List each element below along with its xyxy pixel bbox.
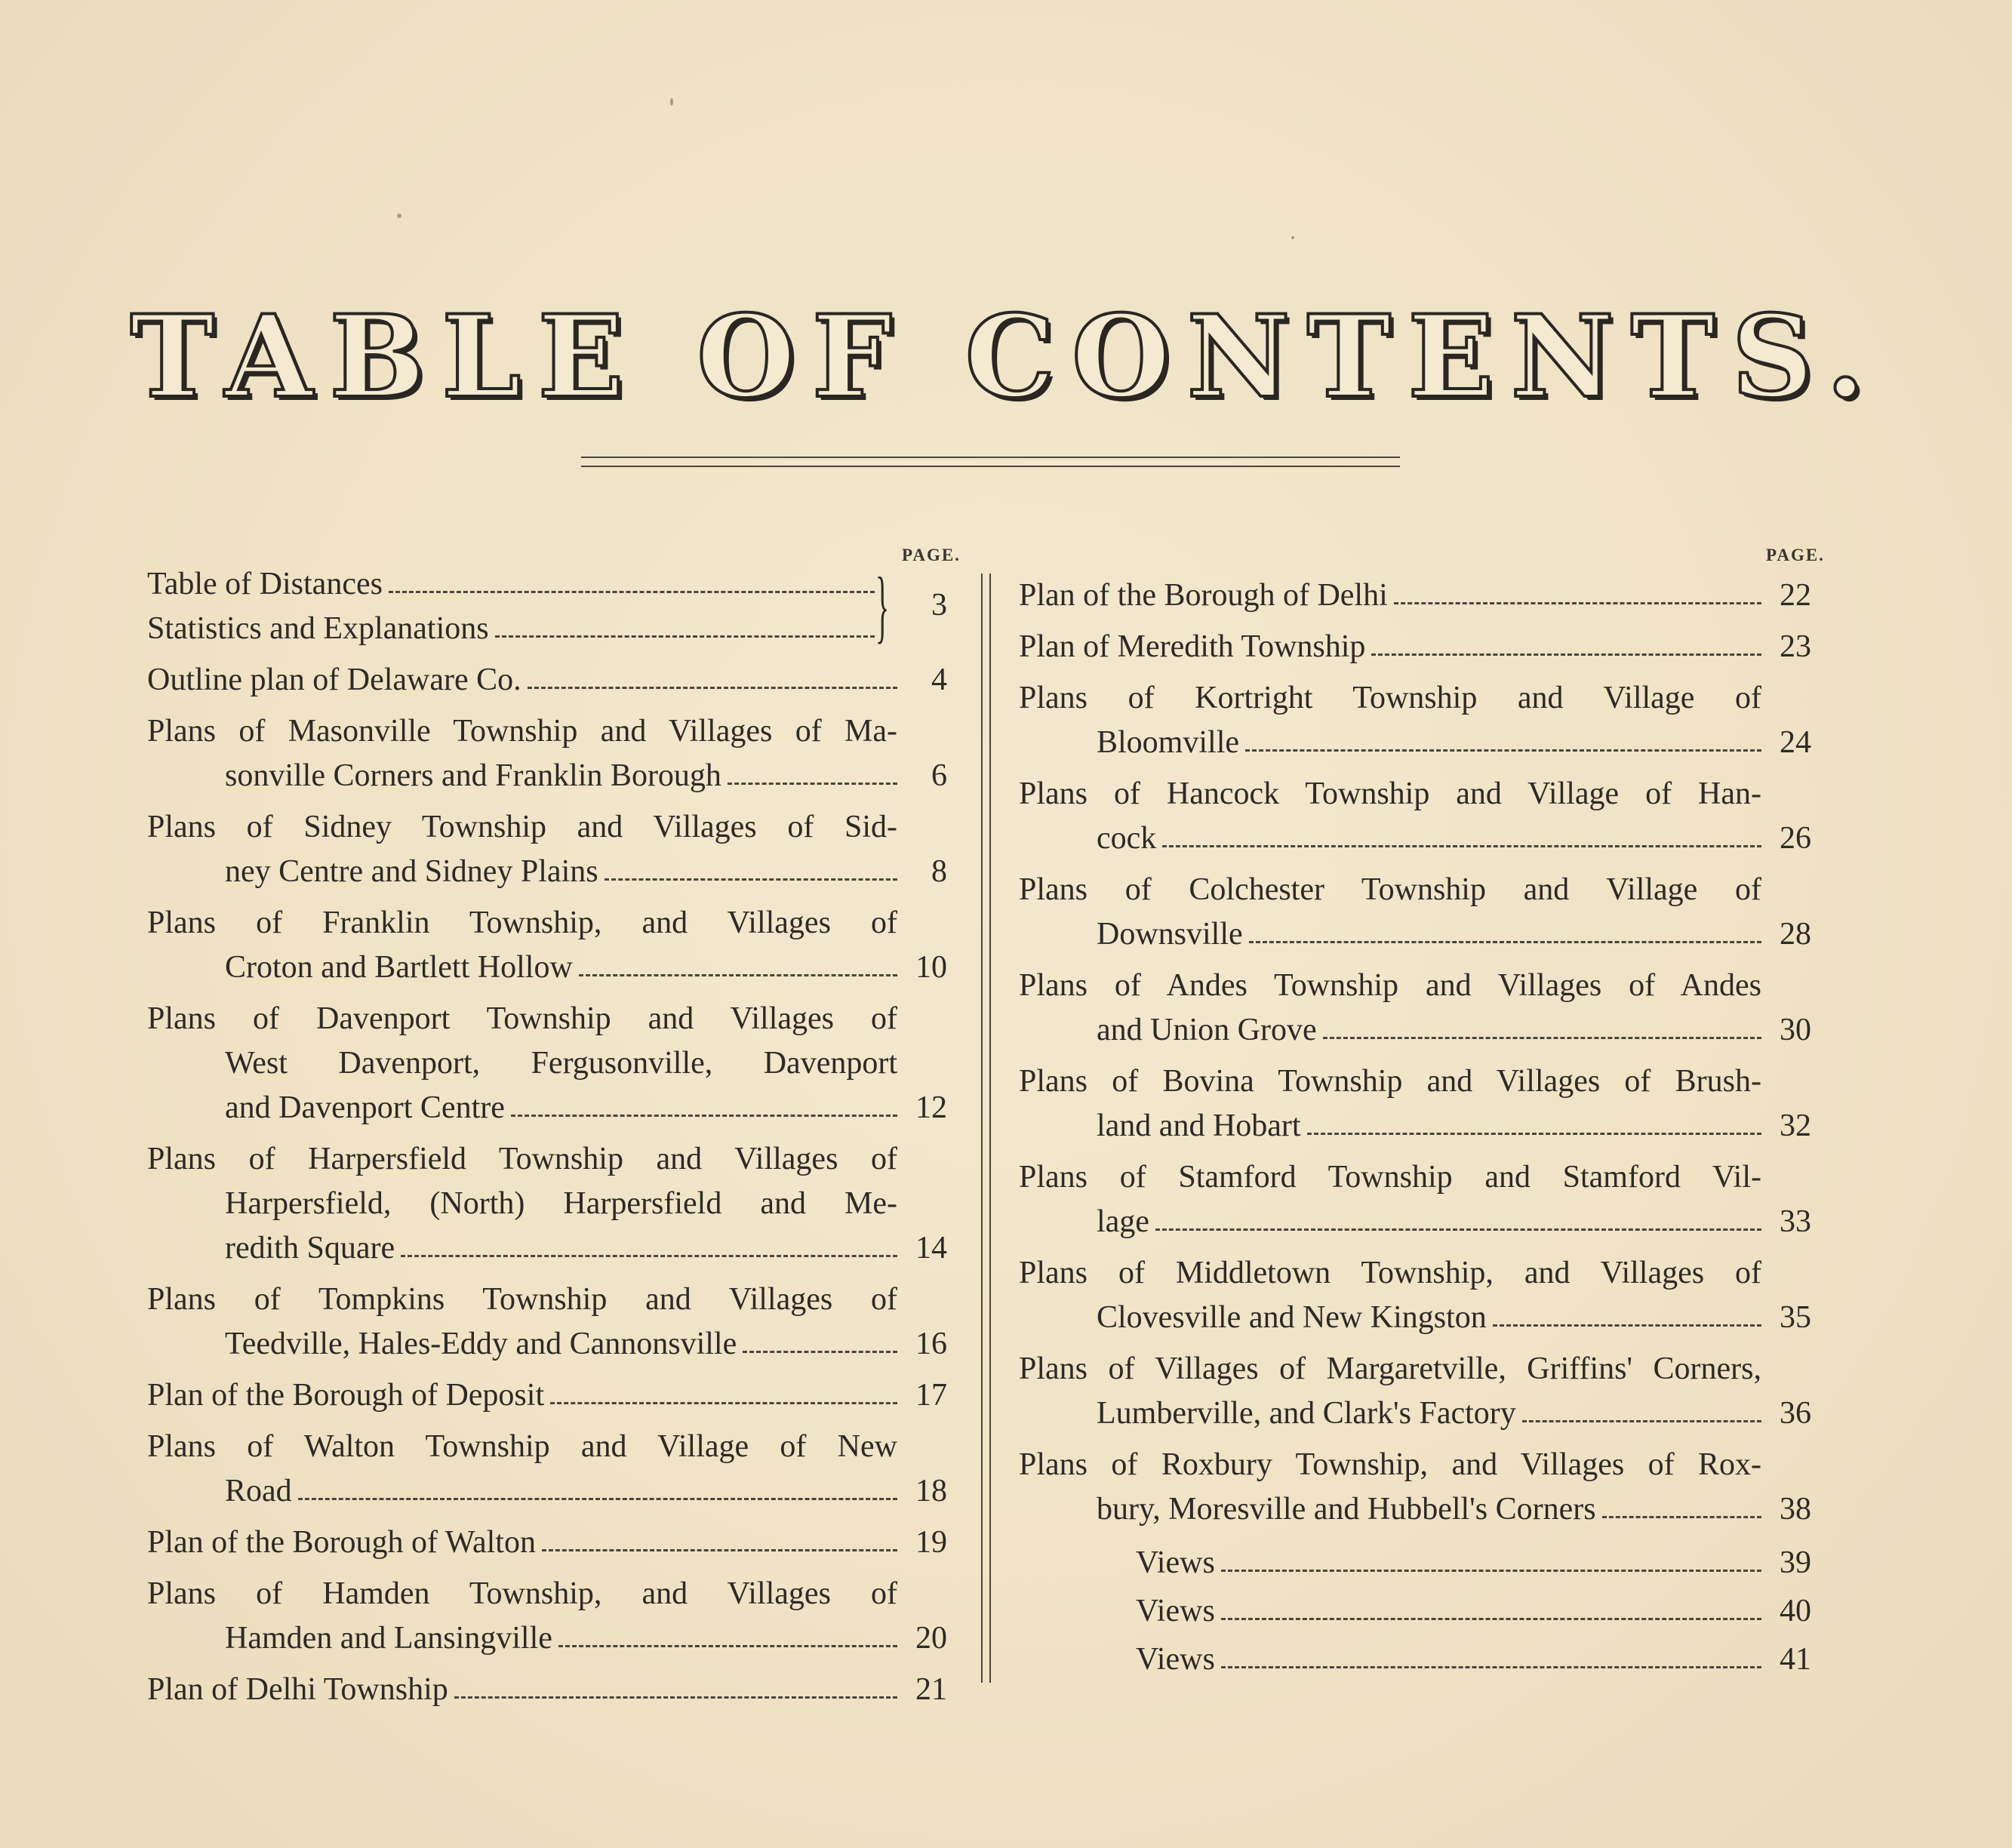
toc-entry-text: Plans of Roxbury Township, and Villages of Rox- <box>1019 1447 1761 1482</box>
toc-entry-text: Views <box>1136 1545 1215 1580</box>
dot-leader <box>1493 1324 1761 1327</box>
toc-entry-text: and Davenport Centre <box>225 1090 505 1125</box>
toc-entry-text: bury, Moresville and Hubbell's Corners <box>1097 1492 1596 1527</box>
toc-entry-text: land and Hobart <box>1097 1108 1301 1143</box>
toc-page-number: 8 <box>931 854 947 889</box>
toc-page-number: 24 <box>1780 725 1811 760</box>
toc-entry-text: Plans of Harpersfield Township and Villages of <box>147 1142 897 1176</box>
toc-entry-text: redith Square <box>225 1231 395 1265</box>
toc-entry-text: Plan of Delhi Township <box>147 1672 448 1707</box>
toc-entry-text: Plans of Hancock Township and Village of Han- <box>1019 776 1761 811</box>
toc-page-number: 33 <box>1780 1204 1811 1239</box>
toc-page-number: 30 <box>1780 1013 1811 1047</box>
left-page-header: PAGE. <box>902 546 961 564</box>
dot-leader <box>558 1645 897 1647</box>
toc-entry-text: Plans of Walton Township and Village of New <box>147 1429 897 1464</box>
toc-entry <box>147 1425 947 1514</box>
dot-leader <box>743 1351 897 1353</box>
toc-entry-text: Teedville, Hales-Eddy and Cannonsville <box>225 1327 737 1361</box>
toc-entry-text: Plans of Bovina Township and Villages of Brush- <box>1019 1064 1761 1099</box>
toc-entry-text: Road <box>225 1474 292 1508</box>
toc-page-number: 26 <box>1780 821 1811 856</box>
right-page-header: PAGE. <box>1766 546 1825 564</box>
dot-leader <box>1323 1037 1761 1039</box>
toc-entry <box>1019 676 1811 765</box>
toc-entry <box>1019 772 1811 861</box>
toc-page-number: 38 <box>1780 1492 1811 1527</box>
dot-leader <box>1245 749 1761 752</box>
toc-entry <box>147 997 947 1130</box>
dot-leader <box>550 1402 897 1404</box>
toc-entry <box>147 1373 947 1418</box>
toc-entry-text: Harpersfield, (North) Harpersfield and Me- <box>225 1186 897 1221</box>
toc-entry-text: Plans of Kortright Township and Village of <box>1019 681 1761 715</box>
toc-page-number: 6 <box>931 758 947 793</box>
toc-entry-text: Croton and Bartlett Hollow <box>225 950 573 985</box>
toc-page-number: 16 <box>915 1327 947 1361</box>
dot-leader <box>1522 1420 1761 1422</box>
toc-entry-text: Views <box>1136 1642 1215 1677</box>
toc-entry-views <box>1019 1587 1811 1635</box>
toc-entry-text: Bloomville <box>1097 725 1239 760</box>
dot-leader <box>1221 1570 1761 1572</box>
toc-entry-text: and Union Grove <box>1097 1013 1317 1047</box>
toc-page-number: 23 <box>1780 629 1811 664</box>
dot-leader <box>528 687 897 689</box>
toc-page-number: 20 <box>915 1621 947 1656</box>
toc-page-number: 28 <box>1780 917 1811 952</box>
toc-entry-text: Plans of Sidney Township and Villages of Sid- <box>147 810 897 844</box>
toc-page-number: 4 <box>931 663 947 697</box>
toc-entry-text: Plans of Hamden Township, and Villages of <box>147 1576 897 1611</box>
toc-page-number: 18 <box>915 1474 947 1508</box>
dot-leader <box>1221 1618 1761 1620</box>
toc-entry-text: Plans of Villages of Margaretville, Griffins' Corners, <box>1019 1351 1761 1386</box>
toc-page-number: 41 <box>1780 1642 1811 1677</box>
toc-entry <box>1019 868 1811 957</box>
toc-entry <box>147 1572 947 1661</box>
dot-leader <box>1307 1133 1761 1135</box>
toc-entry <box>1019 1059 1811 1148</box>
dot-leader <box>1155 1228 1761 1231</box>
toc-entry-text: Plans of Middletown Township, and Villages of <box>1019 1256 1761 1290</box>
toc-entry <box>147 658 947 703</box>
toc-entry-views <box>1019 1539 1811 1587</box>
toc-entry-text: Clovesville and New Kingston <box>1097 1300 1487 1335</box>
toc-entry-grouped <box>147 562 947 651</box>
dot-leader <box>1162 845 1761 847</box>
toc-page-number: 3 <box>931 588 947 623</box>
column-divider-right <box>989 573 991 1683</box>
toc-entry-text: Plans of Tompkins Township and Villages of <box>147 1282 897 1317</box>
toc-page-number: 36 <box>1780 1396 1811 1431</box>
toc-page-number: 40 <box>1780 1594 1811 1628</box>
toc-entry-text: Table of Distances <box>147 567 383 601</box>
dot-leader <box>579 974 897 976</box>
toc-entry-text: Plan of the Borough of Walton <box>147 1525 536 1560</box>
toc-entry <box>147 1521 947 1565</box>
toc-page-number: 19 <box>915 1525 947 1560</box>
toc-page-number: 12 <box>915 1090 947 1125</box>
toc-entry <box>1019 573 1811 618</box>
dot-leader <box>511 1115 897 1117</box>
toc-entry-text: Plans of Masonville Township and Villages of Ma- <box>147 714 897 749</box>
toc-page-number: 10 <box>915 950 947 985</box>
toc-entry-text: sonville Corners and Franklin Borough <box>225 758 721 793</box>
toc-page-number: 32 <box>1780 1108 1811 1143</box>
dot-leader <box>1371 653 1761 656</box>
toc-entry <box>1019 1251 1811 1340</box>
toc-entry <box>147 1668 947 1712</box>
toc-entry-text: cock <box>1097 821 1157 856</box>
toc-page-number: 35 <box>1780 1300 1811 1335</box>
toc-entry-text: Lumberville, and Clark's Factory <box>1097 1396 1516 1431</box>
dot-leader <box>1221 1666 1761 1668</box>
toc-entry-text: Views <box>1136 1594 1215 1628</box>
toc-entry <box>147 709 947 798</box>
dot-leader <box>1249 941 1761 943</box>
toc-entry <box>147 805 947 894</box>
views-list <box>1019 1539 1811 1683</box>
dot-leader <box>389 591 875 593</box>
toc-entry-text: Hamden and Lansingville <box>225 1621 552 1656</box>
toc-entry-text: Statistics and Explanations <box>147 611 489 646</box>
toc-page-number: 14 <box>915 1231 947 1265</box>
toc-entry <box>147 901 947 990</box>
toc-entry-text: Plans of Stamford Township and Stamford Vil- <box>1019 1160 1761 1195</box>
toc-page-number: 22 <box>1780 578 1811 613</box>
toc-entry-text: Plans of Andes Township and Villages of Andes <box>1019 968 1761 1003</box>
paper-speck <box>397 214 401 218</box>
toc-entry-views <box>1019 1635 1811 1683</box>
dot-leader <box>728 783 897 785</box>
dot-leader <box>454 1696 897 1699</box>
toc-entry-text: lage <box>1097 1204 1149 1239</box>
toc-entry-text: Outline plan of Delaware Co. <box>147 663 521 697</box>
dot-leader <box>1394 602 1761 604</box>
paper-speck <box>1291 236 1294 239</box>
dot-leader <box>1602 1516 1761 1518</box>
toc-entry <box>1019 625 1811 669</box>
toc-entry-text: Downsville <box>1097 917 1243 952</box>
dot-leader <box>401 1255 897 1257</box>
curly-brace-icon: } <box>875 561 890 651</box>
column-divider-left <box>981 573 983 1683</box>
toc-entry <box>147 1137 947 1271</box>
toc-entry-text: Plans of Colchester Township and Village of <box>1019 872 1761 907</box>
page-title: TABLE OF CONTENTS. <box>130 291 1882 423</box>
toc-page-number: 17 <box>915 1378 947 1413</box>
toc-entry-text: ney Centre and Sidney Plains <box>225 854 598 889</box>
title-rule-bottom <box>581 466 1400 467</box>
toc-entry-text: Plan of the Borough of Delhi <box>1019 578 1388 613</box>
toc-entry-text: Plans of Davenport Township and Villages of <box>147 1001 897 1036</box>
toc-entry <box>1019 1443 1811 1532</box>
dot-leader <box>542 1549 897 1551</box>
left-entry-list <box>147 658 947 1719</box>
toc-entry-text: Plans of Franklin Township, and Villages of <box>147 906 897 940</box>
left-column <box>147 562 947 1719</box>
dot-leader <box>298 1498 897 1500</box>
toc-page-number: 39 <box>1780 1545 1811 1580</box>
toc-entry <box>147 1278 947 1367</box>
paper-speck <box>670 98 673 106</box>
right-column <box>1019 573 1811 1683</box>
right-entry-list <box>1019 573 1811 1539</box>
toc-entry-text: West Davenport, Fergusonville, Davenport <box>225 1046 897 1081</box>
toc-entry <box>1019 964 1811 1053</box>
title-rule-top <box>581 457 1400 458</box>
toc-page-number: 21 <box>915 1672 947 1707</box>
dot-leader <box>605 878 897 881</box>
toc-entry <box>1019 1347 1811 1436</box>
toc-entry <box>1019 1155 1811 1244</box>
toc-entry-text: Plan of Meredith Township <box>1019 629 1366 664</box>
toc-entry-text: Plan of the Borough of Deposit <box>147 1378 545 1413</box>
dot-leader <box>495 635 875 638</box>
